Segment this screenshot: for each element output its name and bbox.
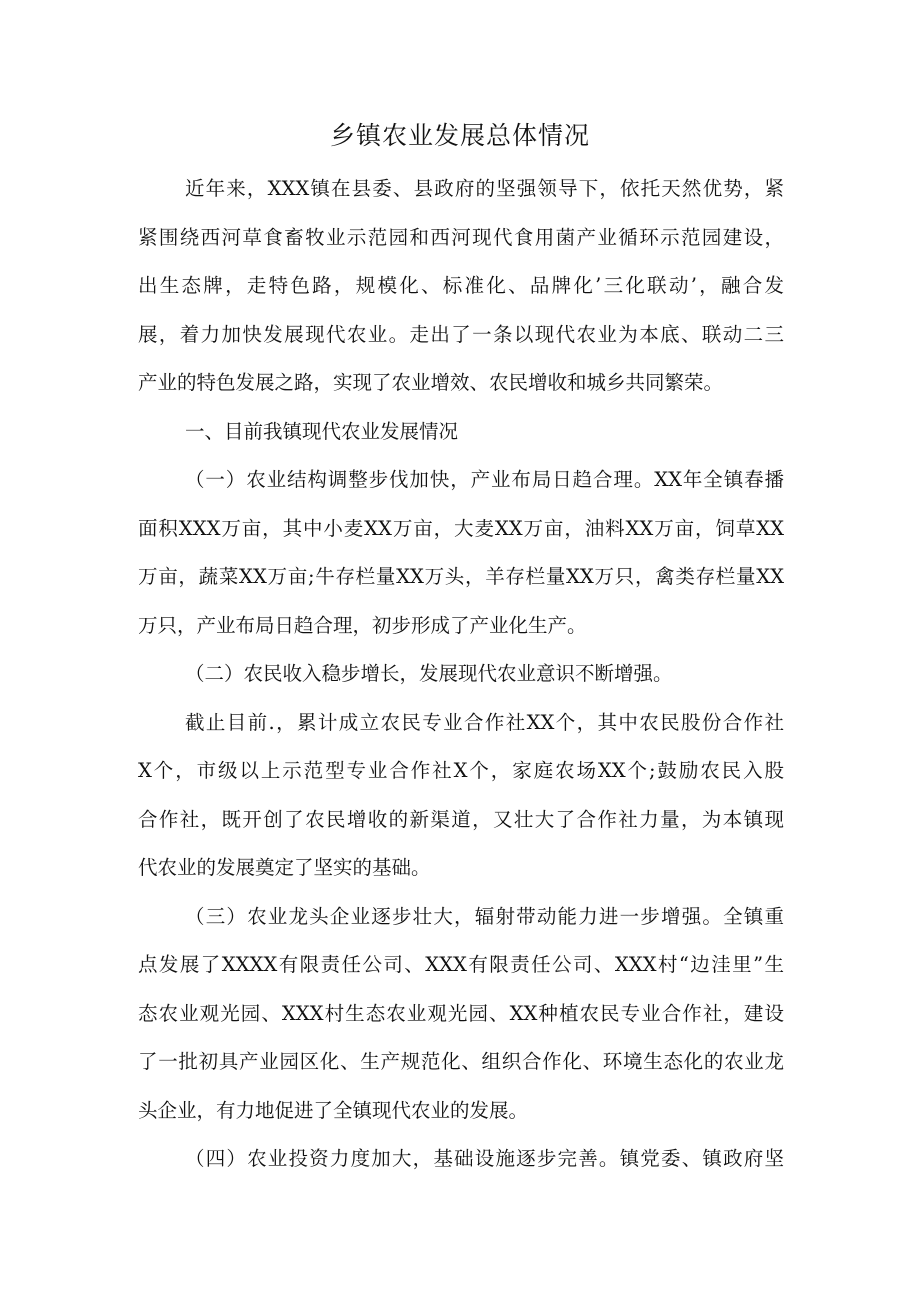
paragraph-line: 紧围绕西河草食畜牧业示范园和西河现代食用菌产业循环示范园建设， [138,226,784,249]
paragraph-line: 面积XXX万亩，其中小麦XX万亩，大麦XX万亩，油料XX万亩，饲草XX [138,517,784,540]
paragraph-line: 截止目前.，累计成立农民专业合作社XX个，其中农民股份合作社 [185,711,784,734]
paragraph-line: （四）农业投资力度加大，基础设施逐步完善。镇党委、镇政府坚 [185,1147,784,1170]
paragraph-line: 头企业，有力地促进了全镇现代农业的发展。 [138,1099,529,1122]
paragraph-line: 产业的特色发展之路，实现了农业增效、农民增收和城乡共同繁荣。 [138,371,724,394]
document-title: 乡镇农业发展总体情况 [329,121,590,150]
paragraph-line: 态农业观光园、XXX村生态农业观光园、XX种植农民专业合作社，建设 [138,1002,784,1025]
section-heading: 一、目前我镇现代农业发展情况 [185,420,459,443]
paragraph-line: 展，着力加快发展现代农业。走出了一条以现代农业为本底、联动二三 [138,323,784,346]
paragraph-line: （三）农业龙头企业逐步壮大，辐射带动能力进一步增强。全镇重 [185,905,784,928]
paragraph-line: 了一批初具产业园区化、生产规范化、组织合作化、环境生态化的农业龙 [138,1050,784,1073]
paragraph-line: X个，市级以上示范型专业合作社X个，家庭农场XX个;鼓励农民入股 [138,759,784,782]
paragraph-line: 出生态牌，走特色路，规模化、标准化、品牌化’三化联动’，融合发 [138,274,784,297]
subsection-heading: （二）农民收入稳步增长，发展现代农业意识不断增强。 [185,662,673,685]
paragraph-line: 点发展了XXXX有限责任公司、XXX有限责任公司、XXX村“边洼里”生 [138,953,784,976]
paragraph-line: 合作社，既开创了农民增收的新渠道，又壮大了合作社力量，为本镇现 [138,808,784,831]
paragraph-line: 万亩，蔬菜XX万亩;牛存栏量XX万头，羊存栏量XX万只，禽类存栏量XX [138,565,784,588]
paragraph-line: 代农业的发展奠定了坚实的基础。 [138,856,431,879]
paragraph-line: （一）农业结构调整步伐加快，产业布局日趋合理。XX年全镇春播 [185,468,784,491]
paragraph-line: 近年来，XXX镇在县委、县政府的坚强领导下，依托天然优势，紧 [185,177,784,200]
paragraph-line: 万只，产业布局日趋合理，初步形成了产业化生产。 [138,614,587,637]
